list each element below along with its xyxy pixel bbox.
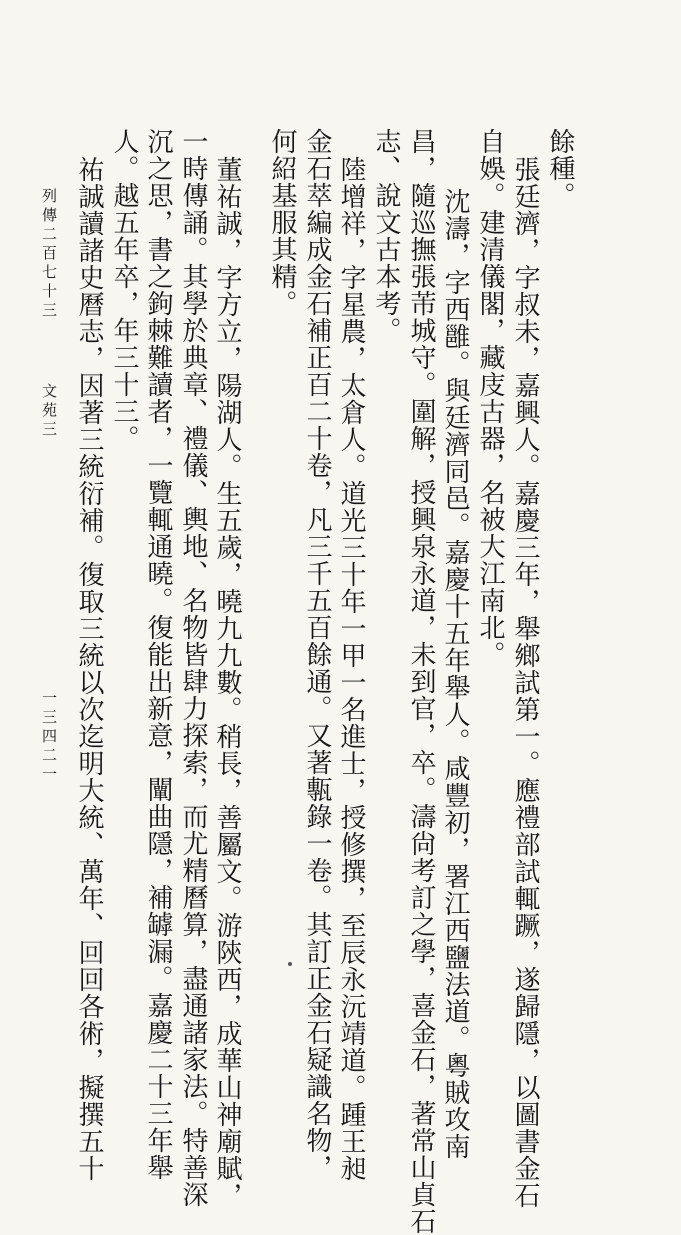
- page-mark: [288, 962, 292, 966]
- text-column-3: 自娛。建清儀閣，藏庋古器，名被大江南北。: [475, 128, 505, 668]
- margin-section-title: 文苑三: [40, 383, 58, 440]
- text-column-11: 一時傳誦。其學於典章、禮儀、輿地、名物皆肆力探索，而尤精曆算，盡通諸家法。特善深: [178, 128, 208, 1208]
- text-column-7: 陸增祥，字星農，太倉人。道光三十年一甲一名進士，授修撰，至辰永沅靖道。踵王昶: [336, 156, 366, 1182]
- text-column-6: 志、說文古本考。: [371, 128, 401, 344]
- text-column-5: 昌，隨巡撫張芾城守。圍解，授興泉永道，未到官，卒。濤尙考訂之學，喜金石，著常山貞石: [406, 128, 436, 1235]
- text-column-10: 董祐誠，字方立，陽湖人。生五歲，曉九九數。稍長，善屬文。游陝西，成華山神廟賦，: [212, 156, 242, 1209]
- text-column-2: 張廷濟，字叔未，嘉興人。嘉慶三年，舉鄉試第一。應禮部試輒蹶，遂歸隱，以圖書金石: [510, 156, 540, 1209]
- text-column-14: 祐誠讀諸史曆志，因著三統衍補。復取三統以次迄明大統、萬年、回回各術，擬撰五十: [74, 156, 104, 1182]
- text-column-9: 何紹基服其精。: [267, 128, 297, 317]
- text-column-4: 沈濤，字西雝。與廷濟同邑。嘉慶十五年舉人。咸豐初，署江西鹽法道。粵賊攻南: [440, 188, 470, 1160]
- text-column-8: 金石萃編成金石補正百二十卷，凡三千五百餘通。又著甎錄一卷。其訂正金石疑識名物，: [302, 128, 332, 1181]
- text-column-12: 沉之思，書之鉤棘難讀者，一覽輒通曉。復能出新意，闡曲隱，補罅漏。嘉慶二十三年舉: [143, 128, 173, 1181]
- margin-juan-title: 列傳二百七十三: [40, 188, 58, 321]
- margin-page-number: 一三四二一: [40, 690, 58, 785]
- text-column-13: 人。越五年卒，年三十三。: [109, 128, 139, 452]
- text-column-1: 餘種。: [545, 128, 575, 209]
